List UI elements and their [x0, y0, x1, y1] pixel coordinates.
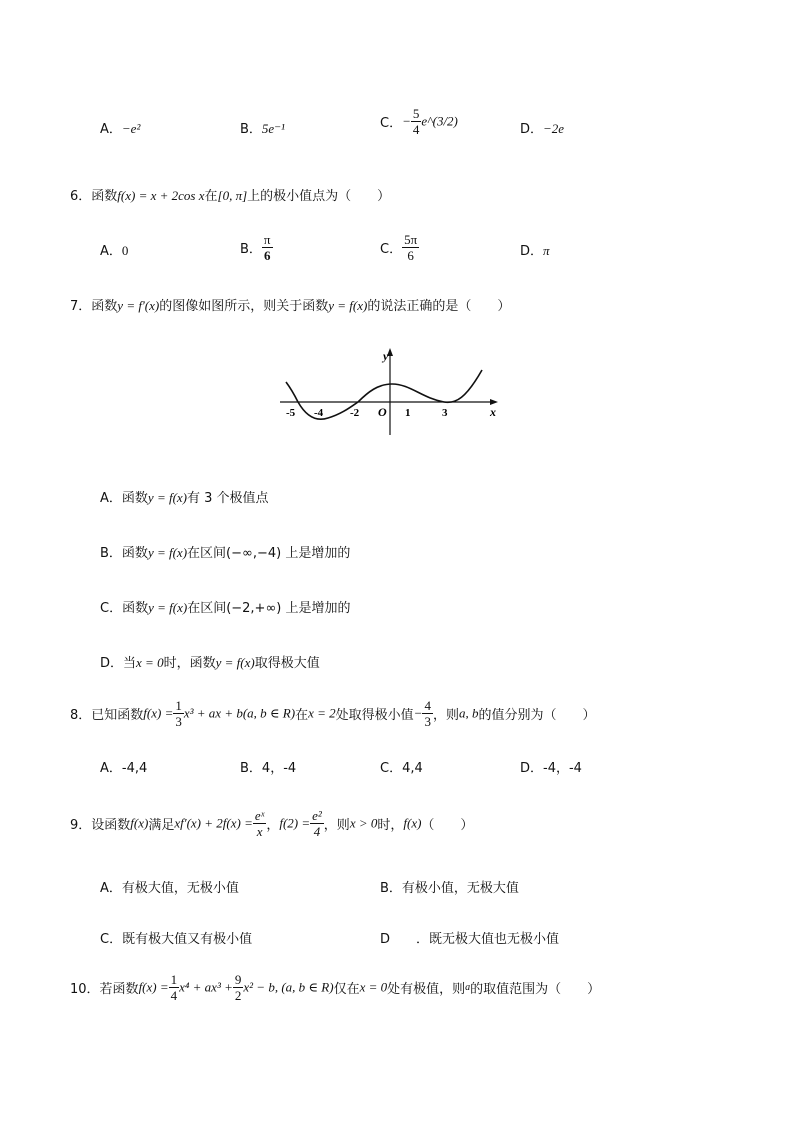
question-text: ，则 — [323, 818, 350, 833]
option-label: A． — [100, 491, 122, 506]
fraction — [173, 698, 184, 729]
q6-option-d — [520, 240, 550, 259]
option-value: 5e⁻¹ — [261, 121, 285, 136]
formula: x = 0 — [359, 979, 388, 995]
frac-num: 5 — [412, 106, 420, 121]
q5-option-b — [240, 118, 285, 137]
option-fraction — [402, 232, 419, 263]
formula: x³ + ax + b(a, b ∈ R) — [183, 705, 296, 721]
q7-option-a — [100, 487, 269, 506]
frac-num: 1 — [170, 972, 178, 987]
q7-option-d — [100, 652, 320, 671]
formula: f(2) = — [279, 815, 311, 831]
option-suffix: e^(3/2) — [421, 113, 458, 129]
question-8 — [70, 698, 595, 729]
option-label: A． — [100, 881, 122, 896]
frac-den: 2 — [234, 988, 242, 1003]
option-label: C． — [380, 761, 403, 776]
formula: y = f(x) — [215, 655, 255, 670]
q9-option-d — [380, 928, 559, 947]
option-label: B． — [240, 242, 262, 257]
origin-label: O — [378, 405, 387, 419]
option-text: 有 3 个极值点 — [187, 491, 269, 506]
frac-num: 9 — [234, 972, 242, 987]
tick-label: -4 — [314, 407, 324, 419]
frac-num: e² — [312, 808, 322, 823]
q7-option-c — [100, 597, 350, 616]
question-text: 上的极小值点为（ ） — [247, 189, 391, 204]
tick-label: 3 — [442, 407, 448, 419]
option-value: 既无极大值也无极小值 — [429, 932, 560, 947]
frac-num: eˣ — [254, 808, 265, 823]
q8-option-c — [380, 757, 423, 776]
option-value: 0 — [121, 243, 129, 258]
q9-option-c — [100, 928, 252, 947]
fraction — [422, 698, 433, 729]
q8-option-a — [100, 757, 147, 776]
frac-den: 3 — [424, 714, 431, 729]
q9-option-b — [380, 877, 519, 896]
q8-option-d — [520, 757, 582, 776]
question-text: 已知函数 — [91, 708, 144, 723]
formula: x > 0 — [349, 815, 378, 831]
question-text: 的说法正确的是（ ） — [367, 299, 511, 314]
formula: a, b — [458, 705, 479, 721]
option-label: A． — [100, 122, 122, 137]
option-label: B． — [100, 546, 122, 561]
question-text: 设函数 — [91, 818, 131, 833]
formula: x⁴ + ax³ + — [179, 979, 233, 995]
frac-den: 4 — [313, 824, 321, 839]
option-value: 4,4 — [402, 761, 423, 776]
formula: f(x) = x + 2cos x — [117, 188, 205, 203]
option-text: 在区间(−∞,−4) 上是增加的 — [187, 546, 351, 561]
formula: f(x) = — [138, 979, 169, 995]
option-label: A． — [100, 244, 122, 259]
question-7 — [70, 295, 510, 314]
tick-label: -5 — [286, 407, 296, 419]
q5-option-d — [520, 118, 564, 137]
option-label: D ． — [380, 932, 430, 947]
y-axis-label: y — [383, 349, 389, 363]
option-label: C． — [100, 932, 123, 947]
x-axis-label: x — [490, 405, 496, 419]
formula: f(x) — [403, 815, 422, 831]
frac-den: 6 — [407, 248, 414, 263]
q8-option-b — [240, 757, 296, 776]
option-label: D． — [520, 244, 544, 259]
frac-num: 1 — [175, 698, 182, 713]
q6-option-c — [380, 232, 419, 263]
option-text: 函数 — [121, 491, 148, 506]
option-text: 当 — [123, 656, 137, 671]
question-number: 7． — [70, 299, 92, 314]
question-text: 函数 — [91, 299, 118, 314]
option-fraction — [262, 232, 273, 263]
q6-option-a — [100, 240, 128, 259]
fraction — [169, 972, 180, 1003]
question-text: 的取值范围为（ ） — [470, 982, 601, 997]
q7-option-b — [100, 542, 350, 561]
option-text: 时，函数 — [163, 656, 216, 671]
formula: xf′(x) + 2f(x) = — [174, 815, 253, 831]
question-6 — [70, 185, 390, 204]
question-number: 6． — [70, 189, 92, 204]
fraction — [233, 972, 244, 1003]
option-label: C． — [380, 116, 403, 131]
option-label: D． — [520, 761, 544, 776]
derivative-graph — [270, 340, 510, 440]
option-label: C． — [380, 242, 403, 257]
frac-den: 6 — [263, 248, 271, 263]
sign: − — [413, 705, 423, 721]
question-text: 在 — [204, 189, 218, 204]
option-value: −2e — [543, 121, 565, 136]
option-label: A． — [100, 761, 122, 776]
tick-label: 1 — [405, 407, 411, 419]
formula: y = f(x) — [147, 545, 188, 560]
fraction — [310, 808, 324, 839]
frac-num: 5π — [404, 232, 418, 247]
option-value: −e² — [121, 121, 141, 136]
question-text: 处取得极小值 — [335, 708, 414, 723]
formula: y = f(x) — [148, 600, 188, 615]
question-text: 的图像如图所示，则关于函数 — [159, 299, 329, 314]
option-label: D． — [520, 122, 544, 137]
interval: [0, π] — [217, 188, 248, 203]
tick-label: -2 — [350, 407, 360, 419]
option-fraction — [411, 106, 422, 137]
formula: a — [465, 982, 471, 993]
question-number: 9． — [70, 818, 92, 833]
option-value: 既有极大值又有极小值 — [122, 932, 253, 947]
question-10 — [70, 972, 600, 1003]
formula: y = f(x) — [328, 298, 368, 313]
frac-den: x — [256, 824, 263, 839]
option-sign: − — [402, 113, 411, 129]
option-text: 函数 — [121, 546, 148, 561]
formula: x² − b, (a, b ∈ R) — [243, 979, 334, 995]
option-label: C． — [100, 601, 123, 616]
option-text: 在区间(−2,+∞) 上是增加的 — [187, 601, 351, 616]
frac-den: 4 — [170, 988, 178, 1003]
q9-option-a — [100, 877, 239, 896]
option-value: 有极大值，无极小值 — [121, 881, 239, 896]
option-value: π — [543, 243, 550, 258]
frac-den: 3 — [175, 714, 182, 729]
formula: x = 0 — [136, 655, 164, 670]
fraction — [253, 808, 266, 839]
question-text: 仅在 — [333, 982, 360, 997]
option-label: B． — [240, 122, 262, 137]
option-value: 4，-4 — [261, 761, 297, 776]
option-label: B． — [240, 761, 262, 776]
question-text: 若函数 — [99, 982, 139, 997]
option-value: 有极小值，无极大值 — [401, 881, 519, 896]
question-text: 处有极值，则 — [387, 982, 466, 997]
q5-option-c — [380, 106, 458, 137]
q6-option-b — [240, 232, 273, 263]
question-text: ， — [266, 818, 280, 833]
option-value: -4,4 — [121, 761, 148, 776]
question-text: 在 — [295, 708, 309, 723]
question-9 — [70, 808, 473, 839]
question-text: （ ） — [421, 818, 474, 833]
formula: y = f′(x) — [117, 298, 160, 313]
formula: x = 2 — [308, 705, 336, 721]
option-text: 取得极大值 — [254, 656, 320, 671]
frac-den: 4 — [412, 122, 420, 137]
frac-num: π — [263, 232, 271, 247]
question-text: 的值分别为（ ） — [478, 708, 596, 723]
option-text: 函数 — [122, 601, 149, 616]
question-text: 时， — [377, 818, 404, 833]
formula: f(x) = — [143, 705, 174, 721]
q5-option-a — [100, 118, 140, 137]
option-label: D． — [100, 656, 124, 671]
question-text: 满足 — [148, 818, 175, 833]
question-text: 函数 — [91, 189, 118, 204]
frac-num: 4 — [424, 698, 431, 713]
option-value: -4，-4 — [543, 761, 582, 776]
question-number: 10． — [70, 982, 100, 997]
question-number: 8． — [70, 708, 92, 723]
formula: y = f(x) — [147, 490, 188, 505]
formula: f(x) — [130, 815, 149, 831]
option-label: B． — [380, 881, 402, 896]
question-text: ，则 — [432, 708, 459, 723]
